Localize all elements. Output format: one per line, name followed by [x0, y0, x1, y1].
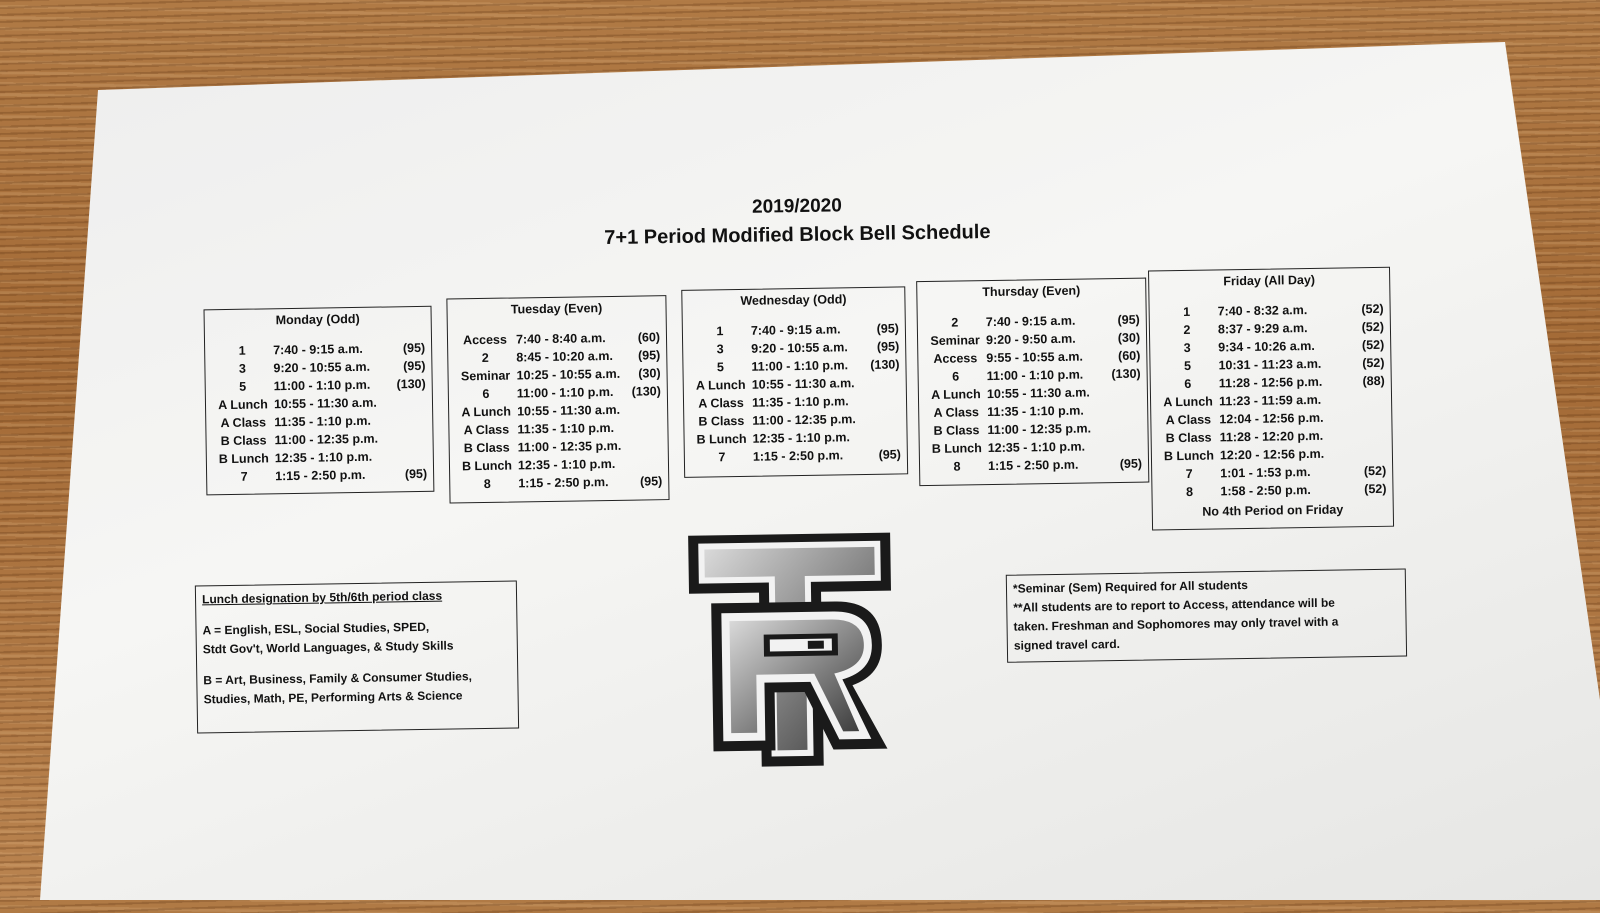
period-label: A Class: [1165, 412, 1212, 428]
period-label: 1: [238, 343, 246, 358]
period-time: 12:20 - 12:56 p.m.: [1219, 446, 1325, 463]
period-label: B Class: [1165, 430, 1212, 446]
period-minutes: (95): [876, 321, 899, 336]
period-time: 1:15 - 2:50 p.m.: [518, 475, 609, 491]
period-minutes: [862, 404, 900, 405]
period-minutes: (95): [404, 466, 428, 482]
period-minutes: [389, 460, 427, 461]
period-label: B Class: [220, 433, 267, 449]
period-minutes: [862, 386, 900, 387]
period-time: 11:00 - 1:10 p.m.: [751, 358, 849, 374]
period-time: 12:35 - 1:10 p.m.: [517, 456, 616, 473]
period-label: 8: [1185, 484, 1194, 499]
period-time: 1:15 - 2:50 p.m.: [752, 448, 844, 464]
period-minutes: [1103, 414, 1141, 415]
period-time: 11:35 - 1:10 p.m.: [987, 403, 1084, 420]
period-time: 9:20 - 10:55 a.m.: [751, 340, 848, 356]
period-time: 11:00 - 12:35 p.m.: [517, 438, 622, 455]
period-label: A Lunch: [461, 404, 512, 420]
period-time: 7:40 - 9:15 a.m.: [985, 313, 1076, 330]
day-heading: Tuesday (Even): [510, 301, 603, 317]
period-minutes: (88): [1362, 373, 1385, 389]
period-minutes: (52): [1361, 337, 1385, 353]
period-time: 11:00 - 12:35 p.m.: [274, 431, 379, 448]
lunch-b-line2: Studies, Math, PE, Performing Arts & Science: [203, 688, 463, 707]
period-time: 11:23 - 11:59 a.m.: [1218, 392, 1322, 409]
period-time: 9:34 - 10:26 a.m.: [1218, 338, 1315, 355]
period-time: 1:15 - 2:50 p.m.: [987, 457, 1079, 474]
day-heading: Thursday (Even): [982, 283, 1081, 300]
period-label: 8: [953, 459, 961, 474]
lunch-heading: Lunch designation by 5th/6th period class: [201, 588, 443, 607]
period-label: 2: [951, 315, 959, 330]
period-label: 1: [1183, 304, 1191, 319]
day-heading: Friday (All Day): [1223, 272, 1316, 289]
period-label: 6: [952, 369, 960, 384]
note-line2: **All students are to report to Access, attendance will be: [1013, 595, 1335, 615]
note-line4: signed travel card.: [1013, 637, 1121, 653]
period-time: 10:55 - 11:30 a.m.: [273, 395, 377, 412]
period-minutes: (30): [638, 366, 661, 381]
schedule-row: [1158, 482, 1386, 504]
period-label: 2: [481, 350, 489, 365]
period-label: A Lunch: [218, 397, 268, 413]
period-time: 7:40 - 8:32 a.m.: [1217, 303, 1308, 319]
period-minutes: (95): [876, 339, 900, 354]
schedule-title: 7+1 Period Modified Block Bell Schedule: [604, 220, 991, 250]
lunch-b-line1: B = Art, Business, Family & Consumer Studies,: [203, 669, 473, 688]
period-minutes: (30): [1117, 330, 1141, 345]
period-label: B Lunch: [461, 458, 513, 474]
period-time: 8:45 - 10:20 a.m.: [516, 348, 613, 365]
day-thursday: [916, 278, 1149, 487]
period-label: 7: [240, 469, 248, 484]
schedule-row: [213, 467, 427, 488]
day-heading: Monday (Odd): [275, 311, 360, 328]
period-label: 1: [716, 324, 724, 339]
period-time: 11:00 - 1:10 p.m.: [986, 367, 1084, 384]
period-minutes: (60): [637, 330, 661, 345]
period-minutes: [1348, 439, 1386, 440]
period-label: 7: [1185, 466, 1193, 481]
period-time: 11:00 - 1:10 p.m.: [516, 384, 614, 401]
period-label: A Class: [698, 395, 744, 411]
schedule-row: [691, 447, 901, 468]
period-label: B Class: [698, 413, 745, 429]
period-time: 11:35 - 1:10 p.m.: [751, 394, 849, 410]
day-footer-note: No 4th Period on Friday: [1202, 502, 1344, 519]
period-minutes: (52): [1363, 463, 1387, 479]
schedule-row: [456, 474, 662, 495]
period-label: A Class: [933, 405, 980, 420]
day-heading: Wednesday (Odd): [740, 292, 847, 308]
period-label: A Lunch: [931, 387, 981, 402]
period-label: 2: [1183, 322, 1191, 337]
period-time: 7:40 - 9:15 a.m.: [273, 341, 363, 358]
period-time: 10:25 - 10:55 a.m.: [516, 366, 621, 383]
period-minutes: (52): [1362, 355, 1385, 371]
period-label: B Class: [933, 423, 980, 438]
period-minutes: (95): [878, 447, 901, 462]
period-time: 11:00 - 12:35 p.m.: [752, 412, 856, 428]
period-minutes: (130): [396, 376, 426, 392]
period-minutes: (130): [870, 357, 900, 372]
period-label: B Lunch: [931, 441, 982, 456]
period-minutes: (52): [1361, 301, 1384, 317]
period-minutes: (130): [631, 384, 661, 399]
period-label: A Lunch: [1163, 394, 1213, 410]
period-time: 1:58 - 2:50 p.m.: [1220, 482, 1311, 499]
period-minutes: [1347, 421, 1385, 422]
note-line1: *Seminar (Sem) Required for All students: [1012, 577, 1249, 596]
period-time: 12:04 - 12:56 p.m.: [1219, 410, 1324, 427]
period-label: 3: [238, 361, 247, 376]
period-label: A Lunch: [695, 377, 746, 393]
period-minutes: [1347, 403, 1385, 404]
period-label: B Lunch: [218, 451, 269, 467]
period-time: 10:55 - 11:30 a.m.: [751, 376, 855, 392]
period-label: 3: [1183, 340, 1191, 355]
period-time: 9:20 - 9:50 a.m.: [985, 331, 1076, 348]
period-label: 6: [1184, 376, 1192, 391]
period-time: 7:40 - 9:15 a.m.: [750, 322, 841, 338]
period-minutes: (95): [639, 474, 663, 489]
day-wednesday: [681, 286, 908, 477]
schedule-year: 2019/2020: [751, 195, 843, 218]
period-time: 11:00 - 1:10 p.m.: [273, 377, 371, 394]
lunch-a-line1: A = English, ESL, Social Studies, SPED,: [202, 619, 430, 638]
period-time: 10:55 - 11:30 a.m.: [986, 385, 1090, 402]
period-label: A Class: [220, 415, 267, 431]
period-time: 12:35 - 1:10 p.m.: [274, 449, 373, 466]
period-label: 5: [716, 360, 725, 375]
period-minutes: (95): [403, 358, 426, 374]
period-minutes: [388, 424, 426, 425]
period-label: 5: [1183, 358, 1192, 373]
period-time: 11:00 - 12:35 p.m.: [987, 421, 1092, 438]
period-time: 7:40 - 8:40 a.m.: [515, 331, 606, 347]
period-minutes: [1103, 396, 1141, 397]
period-minutes: [862, 422, 900, 423]
period-label: Access: [463, 332, 508, 348]
period-minutes: [1104, 450, 1142, 451]
period-minutes: [623, 431, 661, 432]
period-label: 3: [716, 342, 724, 357]
period-label: Seminar: [460, 368, 511, 384]
period-time: 11:28 - 12:56 p.m.: [1218, 374, 1323, 391]
period-time: 11:35 - 1:10 p.m.: [274, 413, 371, 430]
period-minutes: (95): [402, 340, 426, 356]
period-minutes: [623, 413, 661, 414]
school-logo-icon: [684, 529, 898, 772]
day-friday: [1148, 267, 1394, 531]
notes-box: [1006, 569, 1407, 663]
period-time: 11:35 - 1:10 p.m.: [517, 420, 615, 437]
period-time: 11:28 - 12:20 p.m.: [1219, 428, 1324, 445]
period-label: Seminar: [930, 333, 980, 348]
period-minutes: [389, 442, 427, 443]
period-time: 9:20 - 10:55 a.m.: [273, 359, 371, 376]
period-label: B Lunch: [1163, 448, 1215, 464]
day-tuesday: [446, 295, 669, 503]
period-minutes: (95): [637, 348, 661, 363]
period-time: 8:37 - 9:29 a.m.: [1217, 321, 1308, 337]
period-time: 10:31 - 11:23 a.m.: [1218, 356, 1322, 373]
period-time: 1:01 - 1:53 p.m.: [1220, 464, 1311, 481]
period-minutes: [624, 449, 662, 450]
lunch-a-line2: Stdt Gov't, World Languages, & Study Skills: [202, 638, 454, 657]
period-minutes: (130): [1111, 366, 1141, 382]
day-monday: [204, 306, 435, 496]
period-time: 9:55 - 10:55 a.m.: [986, 349, 1084, 366]
period-label: 7: [718, 450, 726, 465]
period-minutes: [1104, 432, 1142, 433]
period-minutes: [863, 440, 901, 441]
period-minutes: (52): [1364, 481, 1387, 497]
period-label: 5: [239, 379, 247, 394]
period-minutes: [1348, 457, 1386, 458]
period-minutes: [388, 406, 426, 407]
period-minutes: (60): [1118, 348, 1141, 363]
period-label: B Class: [463, 440, 510, 456]
period-minutes: [624, 467, 662, 468]
note-line3: taken. Freshman and Sophomores may only travel with a: [1013, 614, 1339, 634]
period-minutes: (52): [1361, 319, 1385, 335]
period-label: 6: [482, 386, 490, 401]
period-label: 8: [483, 476, 491, 491]
period-time: 12:35 - 1:10 p.m.: [752, 430, 850, 446]
schedule-row: [926, 457, 1142, 478]
period-time: 12:35 - 1:10 p.m.: [987, 439, 1086, 456]
period-label: Access: [933, 351, 978, 366]
period-minutes: (95): [1117, 312, 1140, 328]
period-label: B Lunch: [696, 431, 747, 447]
period-label: A Class: [463, 422, 510, 438]
period-time: 10:55 - 11:30 a.m.: [517, 402, 621, 419]
period-time: 1:15 - 2:50 p.m.: [275, 467, 366, 484]
lunch-designation-box: [195, 580, 519, 733]
period-minutes: (95): [1119, 456, 1143, 471]
